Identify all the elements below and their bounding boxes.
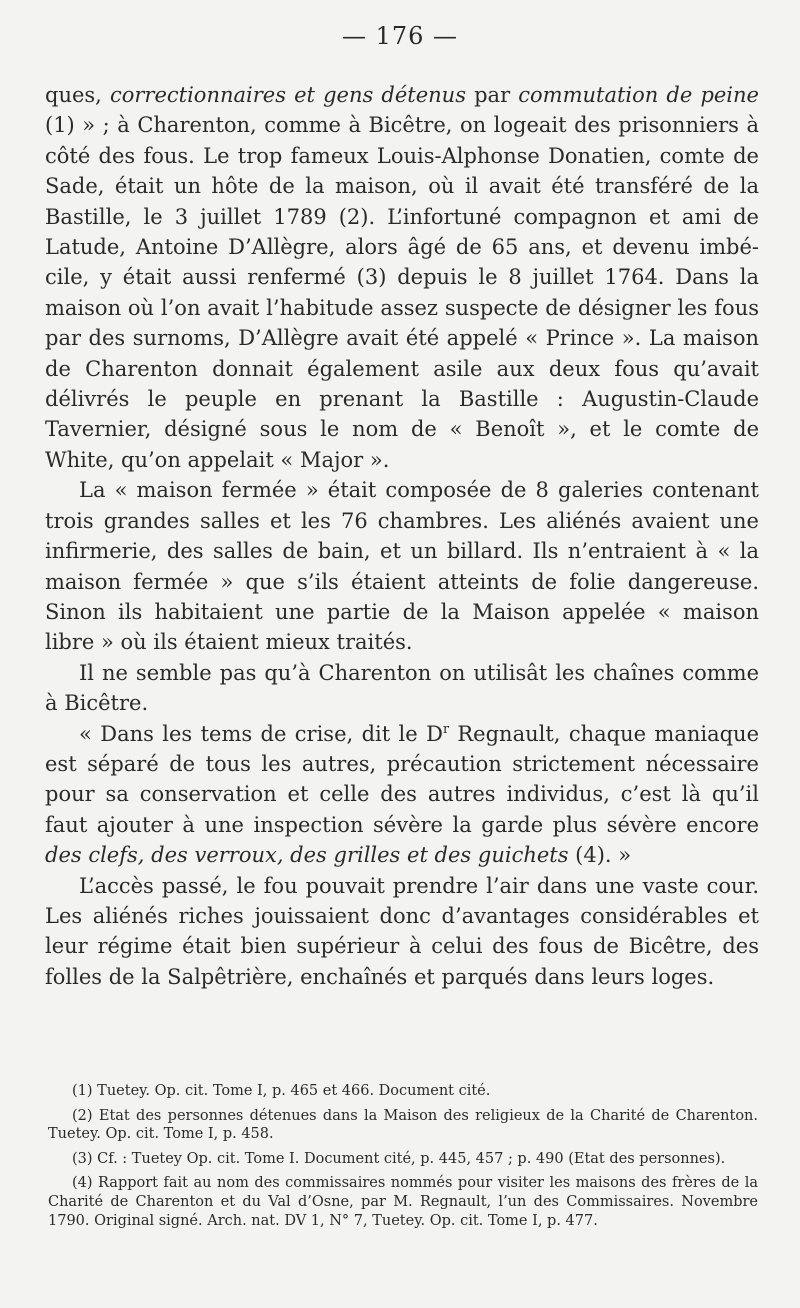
paragraph-5: L’accès passé, le fou pouvait prendre l’air dans une vaste cour. Les aliénés riches jouissaient donc d’avantages considérables et leur régime était bien supérieur à celui des fous de Bicêtre, des folles de la Salpêtrière, enchaînés et parqués dans leurs loges. <box>45 873 759 989</box>
p1-italic-2: commutation de peine <box>518 83 759 107</box>
paragraph-4 <box>45 719 759 871</box>
p1-text-a: ques, <box>45 83 110 107</box>
p4-text-b: Regnault, chaque maniaque est séparé de tous les autres, précaution strictement nécessaire pour sa conservation et celle des autres individus, c’est là qu’il faut ajouter à une inspection sévère la garde plus sévère encore <box>45 721 760 837</box>
footnote-3: (3) Cf. : Tuetey Op. cit. Tome I. Document cité, p. 445, 457 ; p. 490 (Etat des personnes). <box>72 1150 726 1167</box>
footnote-2: (2) Etat des personnes détenues dans la Maison des religieux de la Charité de Charenton. Tuetey. Op. cit. Tome I, p. 458. <box>48 1107 758 1143</box>
p4-superscript: r <box>442 720 449 736</box>
paragraph-3: Il ne semble pas qu’à Charenton on utilisât les chaînes comme à Bicêtre. <box>45 660 759 716</box>
p4-italic: des clefs, des verroux, des grilles et des guichets <box>45 843 569 868</box>
paragraph-1 <box>45 80 759 475</box>
p1-text-b: par <box>465 83 519 107</box>
footnotes <box>48 1082 758 1236</box>
body-text <box>45 80 759 992</box>
footnote-1: (1) Tuetey. Op. cit. Tome I, p. 465 et 466. Document cité. <box>72 1083 491 1099</box>
p4-text-a: « Dans les tems de crise, dit le D <box>79 721 443 746</box>
p1-text-c: (1) » ; à Charenton, comme à Bicêtre, on logeait des prisonniers à côté des fous. Le trop fameux Louis-Alphonse Donatien, comte de Sade, était un hôte de la maison, où il avait été transféré de la Bastille, le 3 juillet 1789 (2). L’infortuné compagnon et ami de Latude, Antoine D’Allègre, alors âgé de 65 ans, et devenu imbécile, y était aussi renfermé (3) depuis le 8 juillet 1764. Dans la maison où l’on avait l’habitude assez suspecte de désigner les fous par des surnoms, D’Allègre avait été appelé « Prince ». La maison de Charenton donnait également asile aux deux fous qu’avait délivrés le peuple en prenant la Bastille : Augustin-Claude Tavernier, désigné sous le nom de « Benoît », et le comte de White, qu’on appelait « Major ». <box>45 113 759 472</box>
p4-text-c: (4). » <box>568 843 632 868</box>
p1-italic-1: correctionnaires et gens détenus <box>109 83 466 107</box>
page-number: — 176 — <box>341 22 459 50</box>
paragraph-2: La « maison fermée » était composée de 8 galeries contenant trois grandes salles et les 76 chambres. Les aliénés avaient une infirmerie, des salles de bain, et un billard. Ils n’entraient à « la maison fermée » que s’ils étaient atteints de folie dangereuse. Sinon ils habitaient une partie de la Maison appelée « maison libre » où ils étaient mieux traités. <box>45 478 759 655</box>
footnote-4: (4) Rapport fait au nom des commissaires nommés pour visiter les maisons des frères de la Charité de Charenton et du Val d’Osne, par M. Regnault, l’un des Commissaires. Novembre 1790. Original signé. Arch. nat. DV 1, N° 7, Tuetey. Op. cit. Tome I, p. 477. <box>48 1175 758 1229</box>
